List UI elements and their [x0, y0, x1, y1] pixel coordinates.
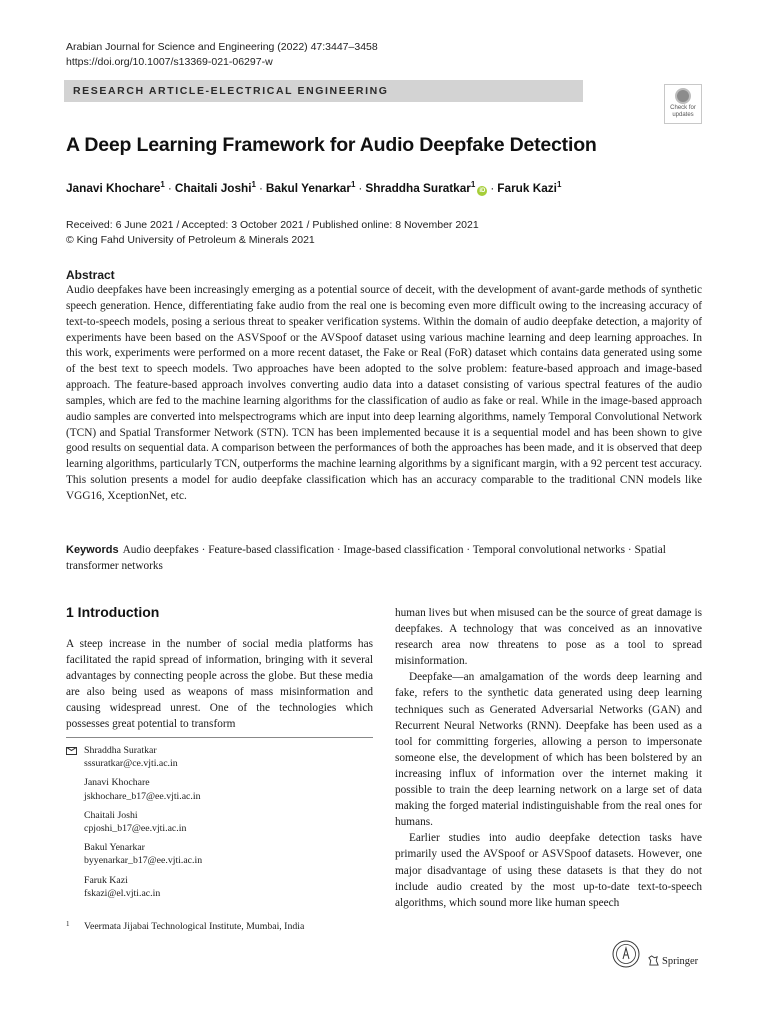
intro-paragraph: Earlier studies into audio deepfake detection tasks have primarily used the AVSpoof or ASVSpoof datasets. However, one major disadvantage of using these datasets is that they do not include audio created by the most up-to-date text-to-speech algorithms, which sound more like human speech [395, 832, 702, 909]
author-name[interactable]: Bakul Yenarkar [265, 180, 351, 195]
contact-name: Bakul Yenarkar [84, 842, 145, 854]
author-separator: · [490, 180, 495, 195]
contact-entry [66, 874, 373, 900]
contact-entry [66, 809, 373, 835]
dates-line: Received: 6 June 2021 / Accepted: 3 October 2021 / Published online: 8 November 2021 [66, 219, 479, 231]
check-for-updates-badge[interactable] [664, 84, 702, 124]
intro-paragraph: Deepfake—an amalgamation of the words deep learning and fake, refers to the synthetic data generated using deep learning techniques such as Generated Adversarial Networks (GAN) and Recurrent Neural Networks (RNN). Deepfake has been used as a tool for committing forgeries, allowing a person to impersonate someone else, the development of which has been bolstered by an increasing influx of information over the internet making it possible to train the deep learning network on a large set of data making the forged material indistinguishable from the real ones for humans. [395, 671, 702, 829]
affiliation-footnote [66, 918, 373, 933]
contact-name: Faruk Kazi [84, 874, 128, 886]
orcid-icon[interactable]: iD [479, 187, 486, 194]
author-affiliation-mark: 1 [556, 180, 562, 189]
contact-entry [66, 744, 373, 770]
contact-email[interactable]: sssuratkar@ce.vjti.ac.in [84, 758, 178, 770]
publication-dates [66, 218, 479, 248]
affiliation-number: 1 [66, 920, 70, 928]
paper-title: A Deep Learning Framework for Audio Deepfake Detection [66, 134, 597, 156]
abstract-heading: Abstract [66, 268, 115, 282]
author-name[interactable]: Chaitali Joshi [174, 180, 252, 195]
author-affiliation-mark: 1 [251, 180, 256, 189]
check-updates-icon [675, 88, 691, 104]
intro-paragraph-left: A steep increase in the number of social media platforms has facilitated the rapid spread of information, bringing with it several advantages by connecting people across the globe. But these media are also being used as weapons of mass misinformation and causing widespread unrest. One of the technologies which possesses great potential to transform [66, 638, 373, 731]
springer-horse-icon [648, 955, 659, 966]
contact-email[interactable]: byyenarkar_b17@ee.vjti.ac.in [84, 855, 203, 867]
affiliation-text: Veermata Jijabai Technological Institute, Mumbai, India [84, 921, 305, 932]
copyright-line: © King Fahd University of Petroleum & Minerals 2021 [66, 234, 315, 246]
author-name[interactable]: Shraddha Suratkar [365, 180, 471, 195]
contact-email[interactable]: fskazi@el.vjti.ac.in [84, 887, 161, 899]
doi-link[interactable]: https://doi.org/10.1007/s13369-021-06297-w [66, 56, 273, 68]
author-separator: · [167, 180, 172, 195]
article-type-banner: RESEARCH ARTICLE-ELECTRICAL ENGINEERING [64, 80, 583, 102]
contact-name: Shraddha Suratkar [84, 745, 157, 756]
author-separator: · [258, 180, 263, 195]
author-affiliation-mark: 1 [470, 180, 476, 189]
journal-citation [66, 40, 378, 70]
contact-email[interactable]: cpjoshi_b17@ee.vjti.ac.in [84, 823, 187, 835]
author-affiliation-mark: 1 [350, 180, 356, 189]
abstract-text: Audio deepfakes have been increasingly emerging as a potential source of deceit, with the development of avant-garde methods of synthetic speech generation. Hence, differentiating fake audio from the real one is becoming even more difficult owing to the increasing accuracy of text-to-speech models, posing a serious threat to speaker verification systems. Within the domain of audio deepfake detection, a majority of experiments have been based on the ASVSpoof or the AVSpoof dataset using various machine learning and deep learning approaches. In this work, experiments were performed on a more recent dataset, the Fake or Real (FoR) dataset which contains data generated using some of the best text to speech models. Two approaches have been adopted to the solve problem: feature-based approach and image-based approach. The feature-based approach involves converting audio data into a dataset consisting of various spectral features of the audio samples, which are fed to the machine learning algorithms for the classification of audio as fake or real. While in the image-based approach audio samples are converted into melspectrograms which are input into deep learning algorithms, namely Temporal Convolutional Network (TCN) and Spatial Transformer Network (STN). TCN has been implemented because it is a sequential model and has been shown to give good results on sequential data. A comparison between the performances of both the approaches has been made, and it is observed that deep learning algorithms, particularly TCN, outperforms the machine learning algorithms by a significant margin, with a 92 percent test accuracy. This solution presents a model for audio deepfake classification which has an accuracy comparable to the traditional CNN models like VGG16, XceptionNet, etc. [66, 284, 702, 502]
mail-icon [66, 747, 77, 755]
publisher-name: Springer [662, 956, 699, 967]
keywords-label: Keywords [66, 544, 119, 556]
contact-entry [66, 776, 373, 802]
author-separator: · [358, 180, 363, 195]
contact-name: Chaitali Joshi [84, 809, 138, 821]
springer-logo[interactable] [648, 955, 698, 967]
section-heading-introduction: 1 Introduction [66, 604, 160, 620]
check-updates-line1: Check for [670, 105, 696, 111]
contact-entry [66, 841, 373, 867]
author-name[interactable]: Janavi Khochare [66, 180, 161, 195]
check-updates-line2: updates [672, 111, 694, 118]
kfupm-seal-icon [612, 940, 640, 968]
author-affiliation-mark: 1 [160, 180, 165, 189]
keywords-text: Audio deepfakes · Feature-based classification · Image-based classification · Temporal convolutional networks · Spatial transformer networks [66, 544, 666, 572]
journal-line: Arabian Journal for Science and Engineering (2022) 47:3447–3458 [66, 41, 378, 53]
intro-paragraph: human lives but when misused can be the source of great damage is deepfakes. A technology that was conceived as an innovative research area now threatens to pose as a tool to spread misinformation. [395, 607, 702, 668]
keywords [66, 542, 702, 574]
contact-email[interactable]: jskhochare_b17@ee.vjti.ac.in [84, 790, 201, 802]
author-name[interactable]: Faruk Kazi [497, 180, 557, 195]
contact-name: Janavi Khochare [84, 777, 150, 789]
footnote-divider [66, 737, 373, 738]
author-list [66, 180, 561, 196]
intro-right-column [395, 605, 702, 911]
author-contacts [66, 744, 373, 906]
